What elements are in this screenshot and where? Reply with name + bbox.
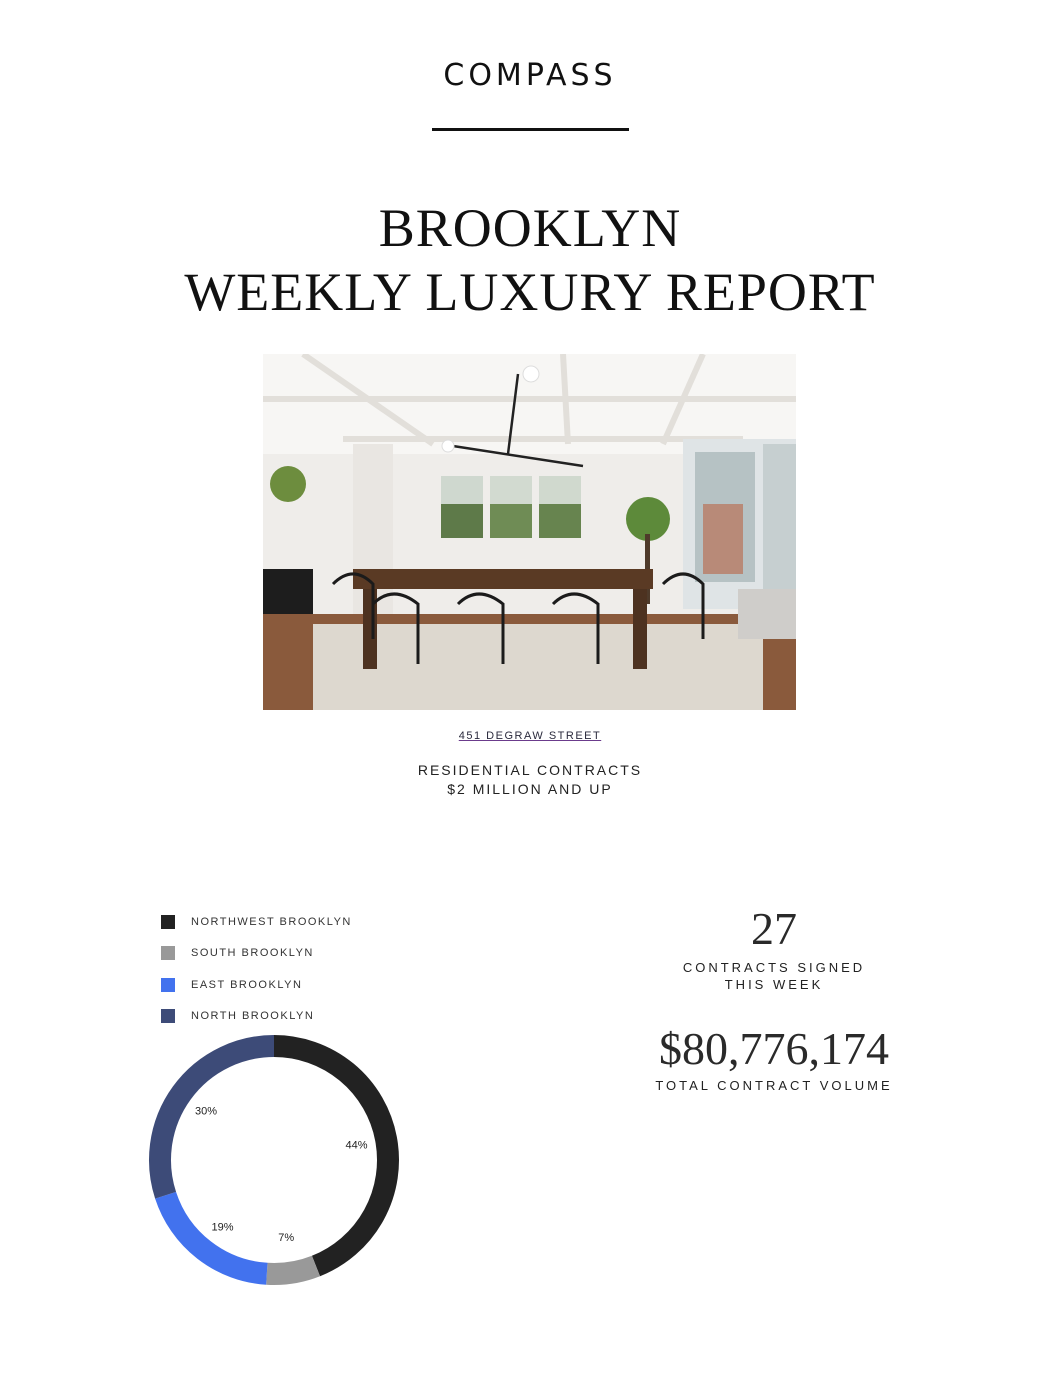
legend-item <box>161 906 352 938</box>
property-link-wrap <box>0 730 1060 742</box>
legend-label: NORTH BROOKLYN <box>191 1010 315 1023</box>
legend-label: NORTHWEST BROOKLYN <box>191 915 352 928</box>
subhead-line-2: $2 MILLION AND UP <box>447 781 613 797</box>
volume-amount: $80,776,174 <box>659 1023 889 1074</box>
property-address-link[interactable]: 451 DEGRAW STREET <box>458 730 602 742</box>
region-donut-chart <box>140 1026 408 1294</box>
donut-slice-label: 7% <box>278 1232 295 1245</box>
title-line-2: WEEKLY LUXURY REPORT <box>184 262 876 322</box>
report-title <box>0 196 1060 324</box>
donut-slice-2 <box>267 1266 316 1274</box>
dining-room-photo <box>263 354 796 710</box>
report-subheading <box>0 761 1060 799</box>
legend-swatch <box>161 915 175 929</box>
subhead-line-1: RESIDENTIAL CONTRACTS <box>417 762 643 778</box>
donut-slice-3 <box>166 1195 267 1274</box>
volume-stat <box>630 1022 918 1094</box>
legend-swatch <box>161 946 175 960</box>
volume-label: TOTAL CONTRACT VOLUME <box>655 1078 893 1093</box>
compass-logo: COMPASS <box>443 58 617 93</box>
legend-swatch <box>161 1009 175 1023</box>
logo-divider <box>432 128 629 131</box>
chart-legend <box>161 906 352 1032</box>
donut-slice-label: 19% <box>211 1221 234 1234</box>
legend-swatch <box>161 978 175 992</box>
donut-slice-4 <box>160 1046 274 1195</box>
contracts-label-line-1: CONTRACTS SIGNED <box>682 960 866 975</box>
donut-slice-label: 30% <box>195 1105 218 1118</box>
contracts-stat <box>640 902 908 993</box>
contracts-label-line-2: THIS WEEK <box>724 977 824 992</box>
donut-slice-label: 44% <box>345 1139 368 1152</box>
legend-item <box>161 969 352 1001</box>
legend-item <box>161 938 352 970</box>
legend-label: SOUTH BROOKLYN <box>191 947 314 960</box>
contracts-count: 27 <box>751 903 797 954</box>
contracts-label <box>640 959 908 993</box>
title-line-1: BROOKLYN <box>378 198 682 258</box>
legend-label: EAST BROOKLYN <box>191 978 303 991</box>
